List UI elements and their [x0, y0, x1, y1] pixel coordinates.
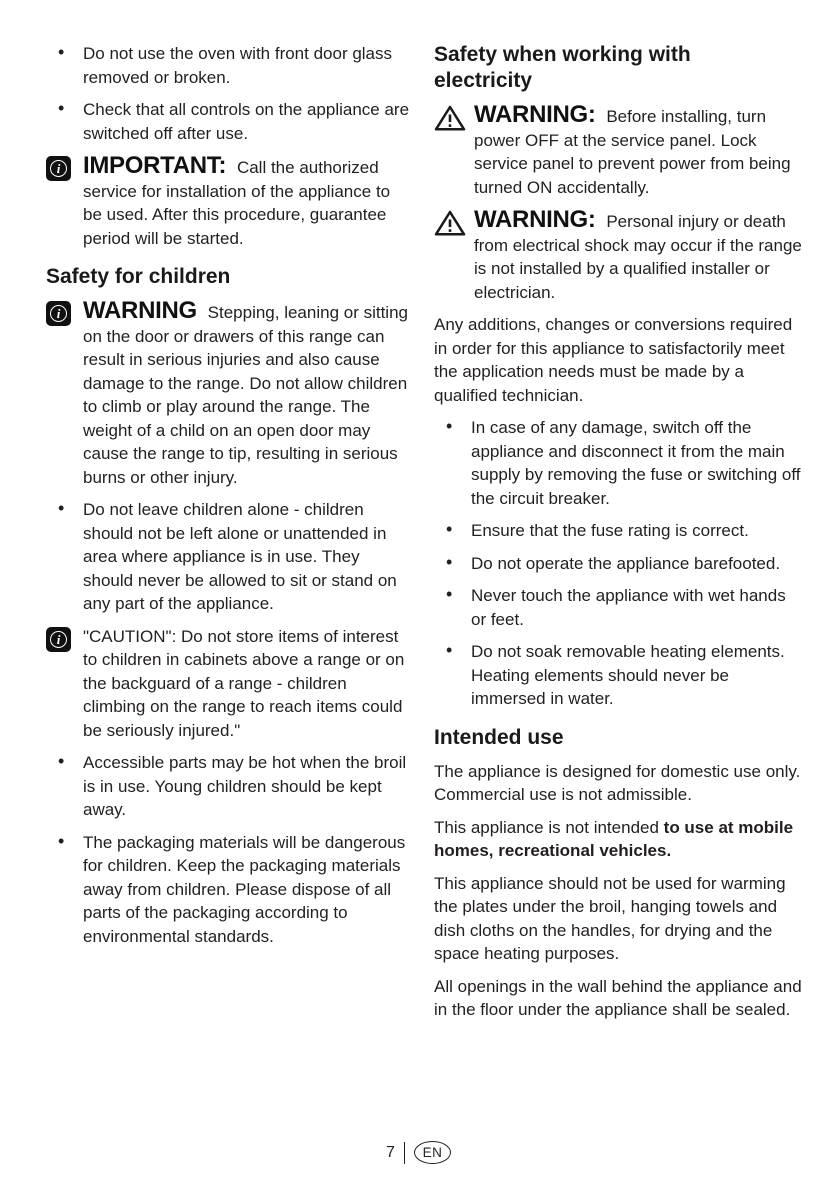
note-label: WARNING:: [474, 101, 596, 128]
bullet-text: Check that all controls on the appliance are switched off after use.: [83, 100, 410, 143]
note-label: IMPORTANT:: [83, 152, 227, 179]
paragraph-openings-sealed: All openings in the wall behind the appliance and in the floor under the appliance shall be sealed.: [434, 976, 802, 1019]
note-text: "CAUTION": Do not store items of interest to children in cabinets above a range or on the backguard of a range - children climbing on the range to reach items could be seriously injured.": [83, 626, 405, 740]
bullet-text: Ensure that the fuse rating is correct.: [471, 521, 749, 540]
two-column-layout: [46, 42, 802, 1031]
language-badge: EN: [414, 1141, 451, 1164]
bullet-text: Do not use the oven with front door glass removed or broken.: [83, 44, 393, 87]
list-item: [46, 751, 412, 822]
info-icon: i: [46, 301, 71, 326]
bullet-icon: •: [58, 751, 65, 771]
bullet-icon: •: [446, 584, 453, 604]
section-heading-intended-use: Intended use: [434, 725, 564, 749]
bullet-icon: •: [58, 42, 65, 62]
bullet-text: In case of any damage, switch off the appliance and disconnect it from the main supply by removing the fuse or switching off the circuit breaker.: [471, 418, 801, 508]
note-label: WARNING:: [474, 206, 596, 233]
list-item: [46, 42, 412, 89]
caution-note: [46, 625, 412, 743]
note-label: WARNING: [83, 297, 197, 324]
bullet-icon: •: [58, 830, 65, 851]
info-icon: i: [46, 156, 71, 181]
list-item: [46, 831, 412, 949]
bullet-icon: •: [58, 98, 65, 118]
note-text: Personal injury or death from electrical shock may occur if the range is not installed by a qualified installer or electrician.: [474, 212, 802, 302]
warning-note-shock: [434, 208, 805, 304]
list-item: [434, 552, 805, 576]
info-icon: i: [46, 627, 71, 652]
column-right: [434, 42, 805, 1031]
list-item: [46, 98, 412, 145]
bullet-text: Never touch the appliance with wet hands or feet.: [471, 586, 786, 629]
list-item: [434, 640, 805, 711]
list-item: [46, 498, 412, 616]
bullet-icon: •: [446, 551, 453, 572]
list-item: [434, 519, 805, 543]
column-left: [46, 42, 412, 1031]
bullet-text: The packaging materials will be dangerous for children. Keep the packaging materials away from children. Please dispose of all parts of the packaging according to environmental standards.: [83, 832, 406, 946]
page-number: 7: [386, 1143, 395, 1161]
bullet-icon: •: [446, 416, 453, 436]
warning-triangle-icon: [434, 104, 466, 132]
section-heading-safety-for-children: Safety for children: [46, 265, 231, 288]
paragraph-not-used-for: This appliance should not be used for warming the plates under the broil, hanging towels and dish cloths on the handles, for drying and the space heating purposes.: [434, 873, 786, 963]
bullet-text: Do not soak removable heating elements. Heating elements should never be immersed in water.: [471, 642, 785, 708]
warning-note-install: [434, 103, 805, 199]
note-text: Call the authorized service for installation of the appliance to be used. After this procedure, guarantee period will be started.: [83, 158, 391, 248]
note-text: Before installing, turn power OFF at the service panel. Lock service panel to prevent power from being turned ON accidentally.: [474, 107, 791, 197]
page-footer: [0, 1141, 837, 1164]
paragraph-bold-text: to use at mobile homes, recreational vehicles.: [434, 817, 794, 860]
warning-note-children: [46, 299, 412, 489]
paragraph-text: This appliance is not intended: [434, 817, 664, 837]
bullet-icon: •: [446, 640, 453, 660]
bullet-icon: •: [58, 498, 65, 518]
bullet-text: Do not operate the appliance barefooted.: [471, 553, 781, 573]
paragraph-domestic-use: The appliance is designed for domestic use only. Commercial use is not admissible.: [434, 761, 801, 804]
bullet-text: Do not leave children alone - children should not be left alone or unattended in area where appliance is in use. They should never be allowed to sit or stand on any part of the appliance.: [83, 500, 397, 613]
bullet-icon: •: [446, 519, 453, 539]
footer-divider: [404, 1142, 405, 1164]
bullet-text: Accessible parts may be hot when the broil is in use. Young children should be kept away.: [83, 753, 407, 819]
warning-triangle-icon: [434, 209, 466, 237]
note-text: Stepping, leaning or sitting on the door or drawers of this range can result in serious injuries and also cause damage to the range. Do not allow children to climb or play around the range. The weight of a child on an open door may cause the range to tip, resulting in serious burns or other injury.: [83, 303, 408, 487]
paragraph-mobile-homes: [434, 816, 805, 863]
important-note: [46, 154, 412, 250]
section-heading-electricity: Safety when working with electricity: [434, 43, 691, 92]
list-item: [434, 584, 805, 631]
list-item: [434, 416, 805, 510]
paragraph-qualified-technician: Any additions, changes or conversions required in order for this appliance to satisfactorily meet the application needs must be made by a qualified technician.: [434, 315, 793, 405]
